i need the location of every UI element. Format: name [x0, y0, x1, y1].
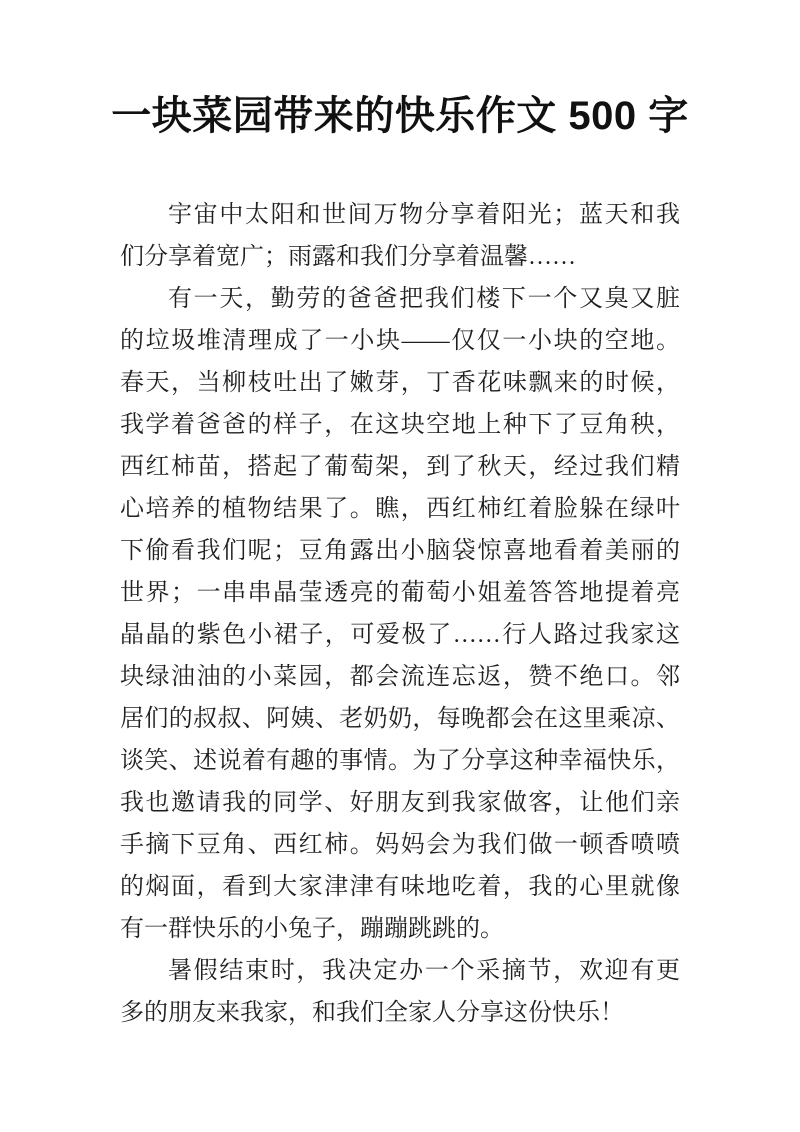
text-line: 居们的叔叔、阿姨、老奶奶，每晚都会在这里乘凉、 — [120, 706, 680, 732]
text-line: 多的朋友来我家，和我们全家人分享这份快乐！ — [120, 1000, 624, 1026]
text-line: 下偷看我们呢；豆角露出小脑袋惊喜地看着美丽的 — [120, 538, 680, 564]
paragraph — [120, 950, 680, 1034]
text-line: 谈笑、述说着有趣的事情。为了分享这种幸福快乐， — [120, 748, 680, 774]
text-line: 们分享着宽广；雨露和我们分享着温馨…… — [120, 244, 576, 270]
text-line: 我学着爸爸的样子，在这块空地上种下了豆角秧， — [120, 412, 680, 438]
text-line: 有一天，勤劳的爸爸把我们楼下一个又臭又脏 — [168, 286, 680, 312]
text-line: 手摘下豆角、西红柿。妈妈会为我们做一顿香喷喷 — [120, 832, 680, 858]
text-line: 晶晶的紫色小裙子，可爱极了……行人路过我家这 — [120, 622, 680, 648]
text-line: 我也邀请我的同学、好朋友到我家做客，让他们亲 — [120, 790, 680, 816]
text-line: 有一群快乐的小兔子，蹦蹦跳跳的。 — [120, 916, 504, 942]
text-line: 西红柿苗，搭起了葡萄架，到了秋天，经过我们精 — [120, 454, 680, 480]
paragraph — [120, 278, 680, 950]
text-line: 宇宙中太阳和世间万物分享着阳光；蓝天和我 — [168, 202, 680, 228]
text-line: 世界；一串串晶莹透亮的葡萄小姐羞答答地提着亮 — [120, 580, 680, 606]
document-body — [120, 194, 680, 1034]
text-line: 的焖面，看到大家津津有味地吃着，我的心里就像 — [120, 874, 680, 900]
paragraph — [120, 194, 680, 278]
text-line: 暑假结束时，我决定办一个采摘节，欢迎有更 — [168, 958, 680, 984]
text-line: 的垃圾堆清理成了一小块——仅仅一小块的空地。 — [120, 328, 680, 354]
document-title: 一块菜园带来的快乐作文 500 字 — [111, 94, 689, 138]
text-line: 块绿油油的小菜园，都会流连忘返，赞不绝口。邻 — [120, 664, 680, 690]
text-line: 心培养的植物结果了。瞧，西红柿红着脸躲在绿叶 — [120, 496, 680, 522]
text-line: 春天，当柳枝吐出了嫩芽，丁香花味飘来的时候， — [120, 370, 680, 396]
